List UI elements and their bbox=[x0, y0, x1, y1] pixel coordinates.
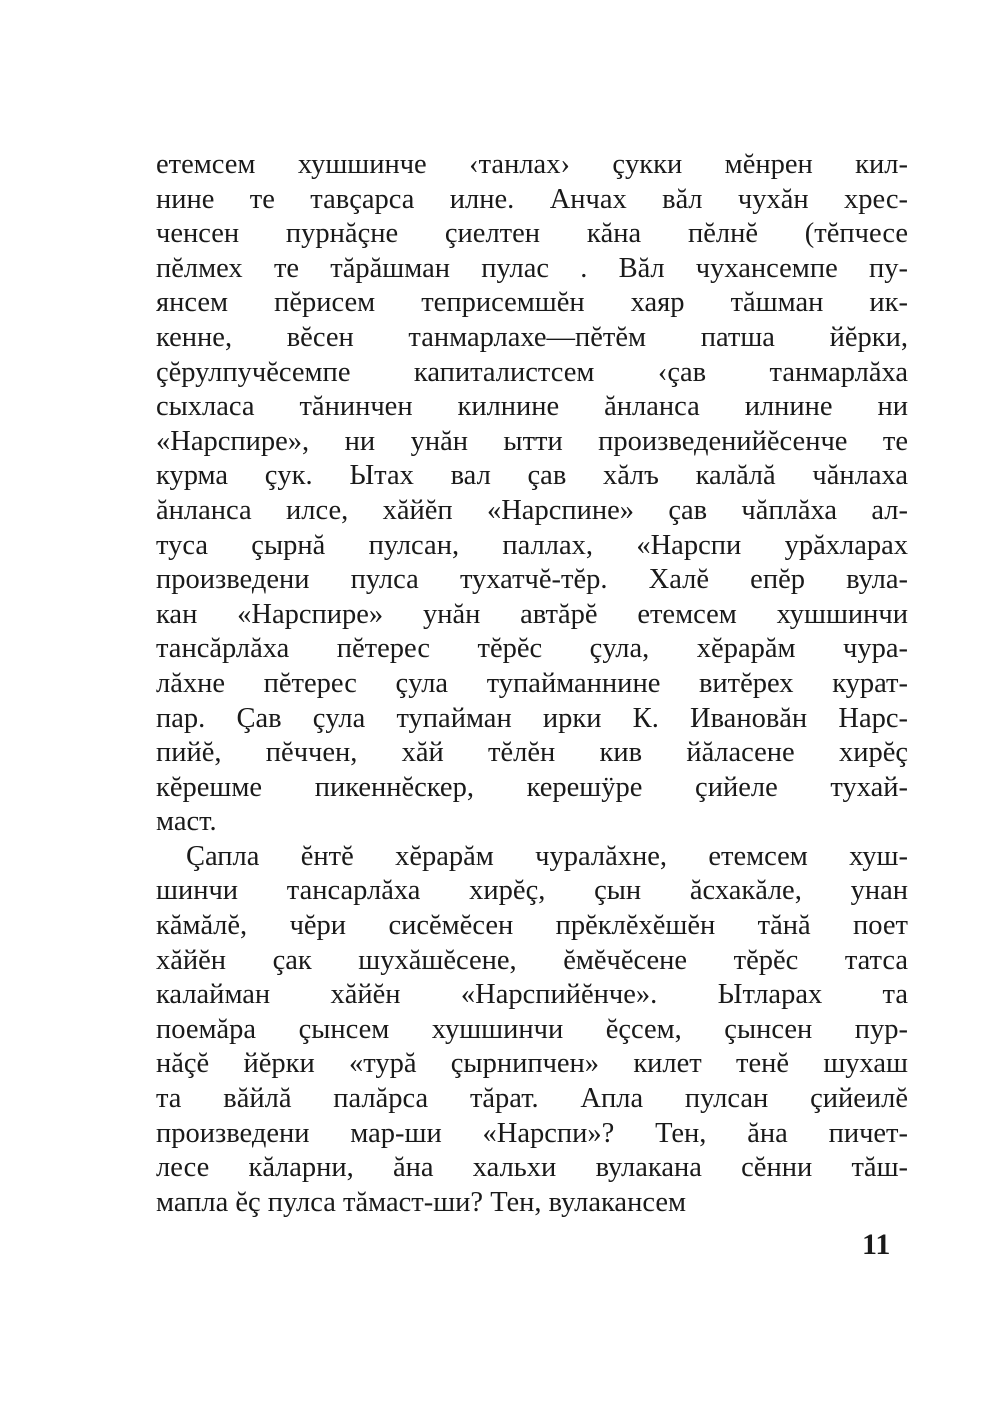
text-line: ченсен пурнăçне çиелтен кăна пĕлнĕ (тĕпчесе bbox=[156, 218, 908, 250]
body-text bbox=[156, 148, 908, 1220]
text-line: хăйĕн çак шухăшĕсене, ĕмĕчĕсене тĕрĕс татса bbox=[156, 944, 908, 976]
text-line: янсем пĕрисем теприсемшĕн хаяр тăшман ик- bbox=[156, 287, 908, 319]
text-line: кенне, вĕсен танмарлахе—пĕтĕм патша йĕрки, bbox=[156, 321, 908, 353]
text-line: произведени пулса тухатчĕ-тĕр. Халĕ епĕр вула- bbox=[156, 564, 908, 596]
text-line: та вăйлă палăрса тăрат. Апла пулсан çийеилĕ bbox=[156, 1083, 908, 1115]
text-line: çĕрулпучĕсемпе капиталистсем ‹çав танмарлăха bbox=[156, 356, 908, 388]
text-line: Çапла ĕнтĕ хĕрарăм чуралăхне, етемсем хуш- bbox=[186, 840, 908, 872]
text-line: кан «Нарспире» унăн автăрĕ етемсем хушшинчи bbox=[156, 598, 908, 630]
text-line: произведени мар-ши «Нарспи»? Тен, ăна пичет- bbox=[156, 1117, 908, 1149]
text-line: кăмăлĕ, чĕри сисĕмĕсен прĕклĕхĕшĕн тăнă поет bbox=[156, 910, 908, 942]
text-line: лесе кăларни, ăна хальхи вулакана сĕнни тăш- bbox=[156, 1152, 908, 1184]
text-line: сыхласа тăнинчен килнине ăнланса илнине ни bbox=[156, 391, 908, 423]
text-line: лăхне пĕтерес çула тупайманнине витĕрех курат- bbox=[156, 667, 908, 699]
text-line: маст. bbox=[156, 806, 217, 838]
text-line: шинчи тансарлăха хирĕç, çын ăсхакăле, унан bbox=[156, 875, 908, 907]
text-line: етемсем хушшинче ‹танлах› çукки мĕнрен кил- bbox=[156, 149, 908, 180]
text-line: пар. Çав çула тупайман ирки К. Ивановăн Нарс- bbox=[156, 702, 908, 734]
text-line: мапла ĕç пулса тăмаст-ши? Тен, вулакансем bbox=[156, 1186, 687, 1218]
text-line: «Нарспире», ни унăн ытти произведенийĕсенче те bbox=[156, 425, 908, 457]
text-line: нăçĕ йĕрки «турă çырнипчен» килет тенĕ шухаш bbox=[156, 1048, 908, 1080]
text-line: поемăра çынсем хушшинчи ĕçсем, çынсен пур- bbox=[156, 1013, 908, 1045]
text-line: тансăрлăха пĕтерес тĕрĕс çула, хĕрарăм чура- bbox=[156, 633, 908, 665]
text-line: нине те тавçарса илне. Анчах вăл чухăн хрес- bbox=[156, 183, 908, 215]
text-line: ăнланса илсе, хăйĕп «Нарспине» çав чăплăха ал- bbox=[156, 494, 908, 526]
text-line: туса çырнă пулсан, паллах, «Нарспи урăхларах bbox=[156, 529, 908, 561]
page-number: 11 bbox=[862, 1228, 891, 1261]
text-line: курма çук. Ытах вал çав хăлъ калăлă чăнлаха bbox=[156, 460, 908, 492]
text-line: пийĕ, пĕччен, хăй тĕлĕн кив йăласене хирĕç bbox=[156, 737, 908, 769]
text-line: калайман хăйĕн «Нарспийĕнче». Ытларах та bbox=[156, 979, 908, 1011]
text-line: пĕлмех те тăрăшман пулас . Вăл чухансемпе пу- bbox=[156, 252, 908, 284]
text-line: кĕрешме пикеннĕскер, керешÿре çийеле тухай- bbox=[156, 771, 908, 803]
